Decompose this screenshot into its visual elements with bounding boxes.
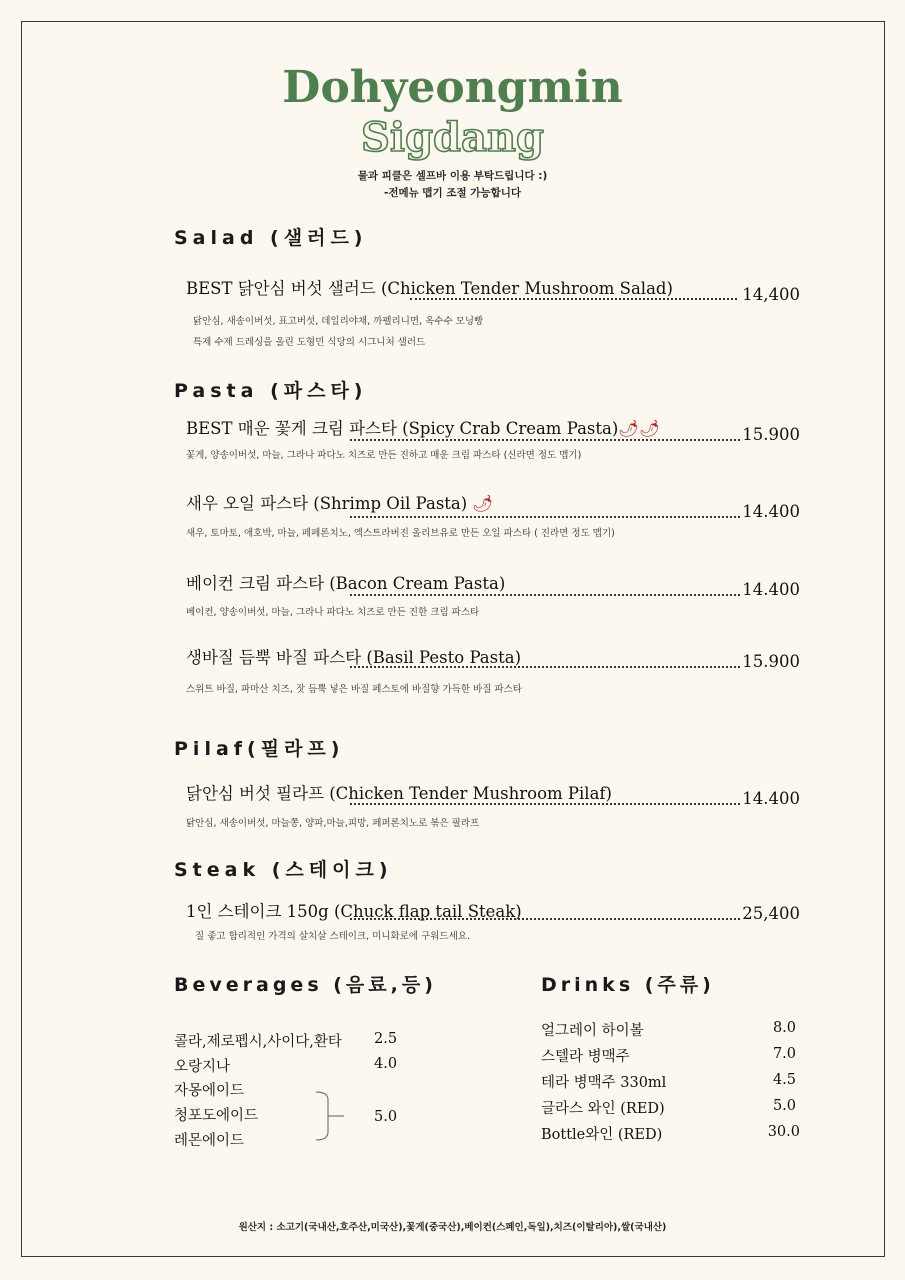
brand-title: Dohyeongmin (282, 62, 623, 113)
section-title-salad: Salad (샐러드) (174, 227, 368, 249)
menu-item-price: 14.400 (742, 789, 800, 808)
section-title-steak: Steak (스테이크) (174, 859, 393, 881)
chili-pepper-icon: 🌶 (472, 494, 494, 513)
drink-price: 7.0 (772, 1046, 796, 1062)
chili-pepper-icon: 🌶🌶 (618, 419, 661, 438)
drink-price: 8.0 (772, 1020, 796, 1036)
beverage-name: 청포도에이드 (174, 1108, 259, 1124)
section-title-drinks: Drinks (주류) (541, 974, 715, 996)
menu-item-name: 생바질 듬뿍 바질 파스타 (Basil Pesto Pasta) (186, 648, 522, 667)
menu-item-description: 닭안심, 새송이버섯, 마늘쫑, 양파,마늘,피망, 페퍼론치노로 볶은 필라프 (186, 818, 480, 829)
drink-name: 테라 병맥주 330ml (541, 1075, 667, 1091)
section-title-pasta: Pasta (파스타) (174, 380, 368, 402)
menu-item-price: 15.900 (742, 425, 800, 444)
beverage-name: 자몽에이드 (174, 1083, 245, 1099)
beverage-price: 2.5 (374, 1031, 398, 1047)
ade-group-bracket (312, 1090, 346, 1142)
section-title-beverages: Beverages (음료,등) (174, 974, 437, 996)
dot-leader (350, 439, 740, 441)
origin-notice: 원산지 : 소고기(국내산,호주산,미국산),꽃게(중국산),베이컨(스페인,독일),치즈(이탈리아),쌀(국내산) (238, 1222, 667, 1233)
brand-subtitle: Sigdang (361, 114, 544, 161)
menu-item-name: 닭안심 버섯 필라프 (Chicken Tender Mushroom Pilaf) (186, 784, 612, 803)
beverage-name: 콜라,제로펩시,사이다,환타 (174, 1034, 342, 1050)
menu-item-price: 25,400 (742, 904, 800, 923)
drink-name: 글라스 와인 (RED) (541, 1101, 665, 1117)
menu-item-name: 새우 오일 파스타 (Shrimp Oil Pasta) 🌶 (186, 494, 494, 513)
beverage-name: 오랑지나 (174, 1059, 231, 1075)
drink-price: 30.0 (767, 1124, 800, 1140)
dot-leader (410, 298, 737, 300)
dot-leader (350, 918, 740, 920)
menu-item-description: 새우, 토마토, 애호박, 마늘, 페페론치노, 엑스트라버진 올리브유로 만든 오일 파스타 ( 진라면 정도 맵기) (186, 528, 615, 539)
self-bar-notice: 물과 피클은 셀프바 이용 부탁드립니다 :) (357, 170, 548, 182)
menu-item-name: BEST 매운 꽃게 크림 파스타 (Spicy Crab Cream Pasta)🌶🌶 (186, 419, 661, 438)
menu-item-description: 닭안심, 새송이버섯, 표고버섯, 데일리야채, 까펠리니면, 옥수수 모닝빵 (193, 316, 484, 327)
menu-item-description: 스위트 바질, 파마산 치즈, 잣 듬뿍 넣은 바질 페스토에 바질향 가득한 바질 파스타 (186, 684, 522, 695)
menu-item-price: 14,400 (742, 285, 800, 304)
menu-item-price: 14.400 (742, 580, 800, 599)
menu-item-name: 1인 스테이크 150g (Chuck flap tail Steak) (186, 902, 522, 921)
beverage-price: 4.0 (374, 1056, 398, 1072)
beverage-price: 5.0 (374, 1109, 398, 1125)
drink-name: Bottle와인 (RED) (541, 1127, 663, 1143)
dot-leader (350, 803, 740, 805)
beverage-name: 레몬에이드 (174, 1133, 245, 1149)
dot-leader (350, 666, 740, 668)
drink-price: 5.0 (772, 1098, 796, 1114)
menu-item-description: 질 좋고 합리적인 가격의 살치살 스테이크, 미니화로에 구워드세요. (195, 931, 470, 942)
spice-notice: -전메뉴 맵기 조절 가능합니다 (383, 187, 522, 199)
menu-item-description: 꽃게, 양송이버섯, 마늘, 그라나 파다노 치즈로 만든 진하고 매운 크림 파스타 (신라면 정도 맵기) (186, 450, 582, 461)
menu-item-price: 14.400 (742, 502, 800, 521)
section-title-pilaf: Pilaf(필라프) (174, 738, 345, 760)
menu-item-description: 베이컨, 양송이버섯, 마늘, 그라나 파다노 치즈로 만든 진한 크림 파스타 (186, 607, 480, 618)
drink-name: 스텔라 병맥주 (541, 1049, 630, 1065)
menu-item-description: 특제 수제 드레싱을 올린 도형민 식당의 시그니처 샐러드 (193, 337, 426, 348)
menu-item-price: 15.900 (742, 652, 800, 671)
dot-leader (350, 594, 740, 596)
drink-price: 4.5 (772, 1072, 796, 1088)
menu-item-name: 베이컨 크림 파스타 (Bacon Cream Pasta) (186, 574, 506, 593)
menu-item-name: BEST 닭안심 버섯 샐러드 (Chicken Tender Mushroom Salad) (186, 279, 673, 298)
dot-leader (350, 516, 740, 518)
drink-name: 얼그레이 하이볼 (541, 1023, 644, 1039)
